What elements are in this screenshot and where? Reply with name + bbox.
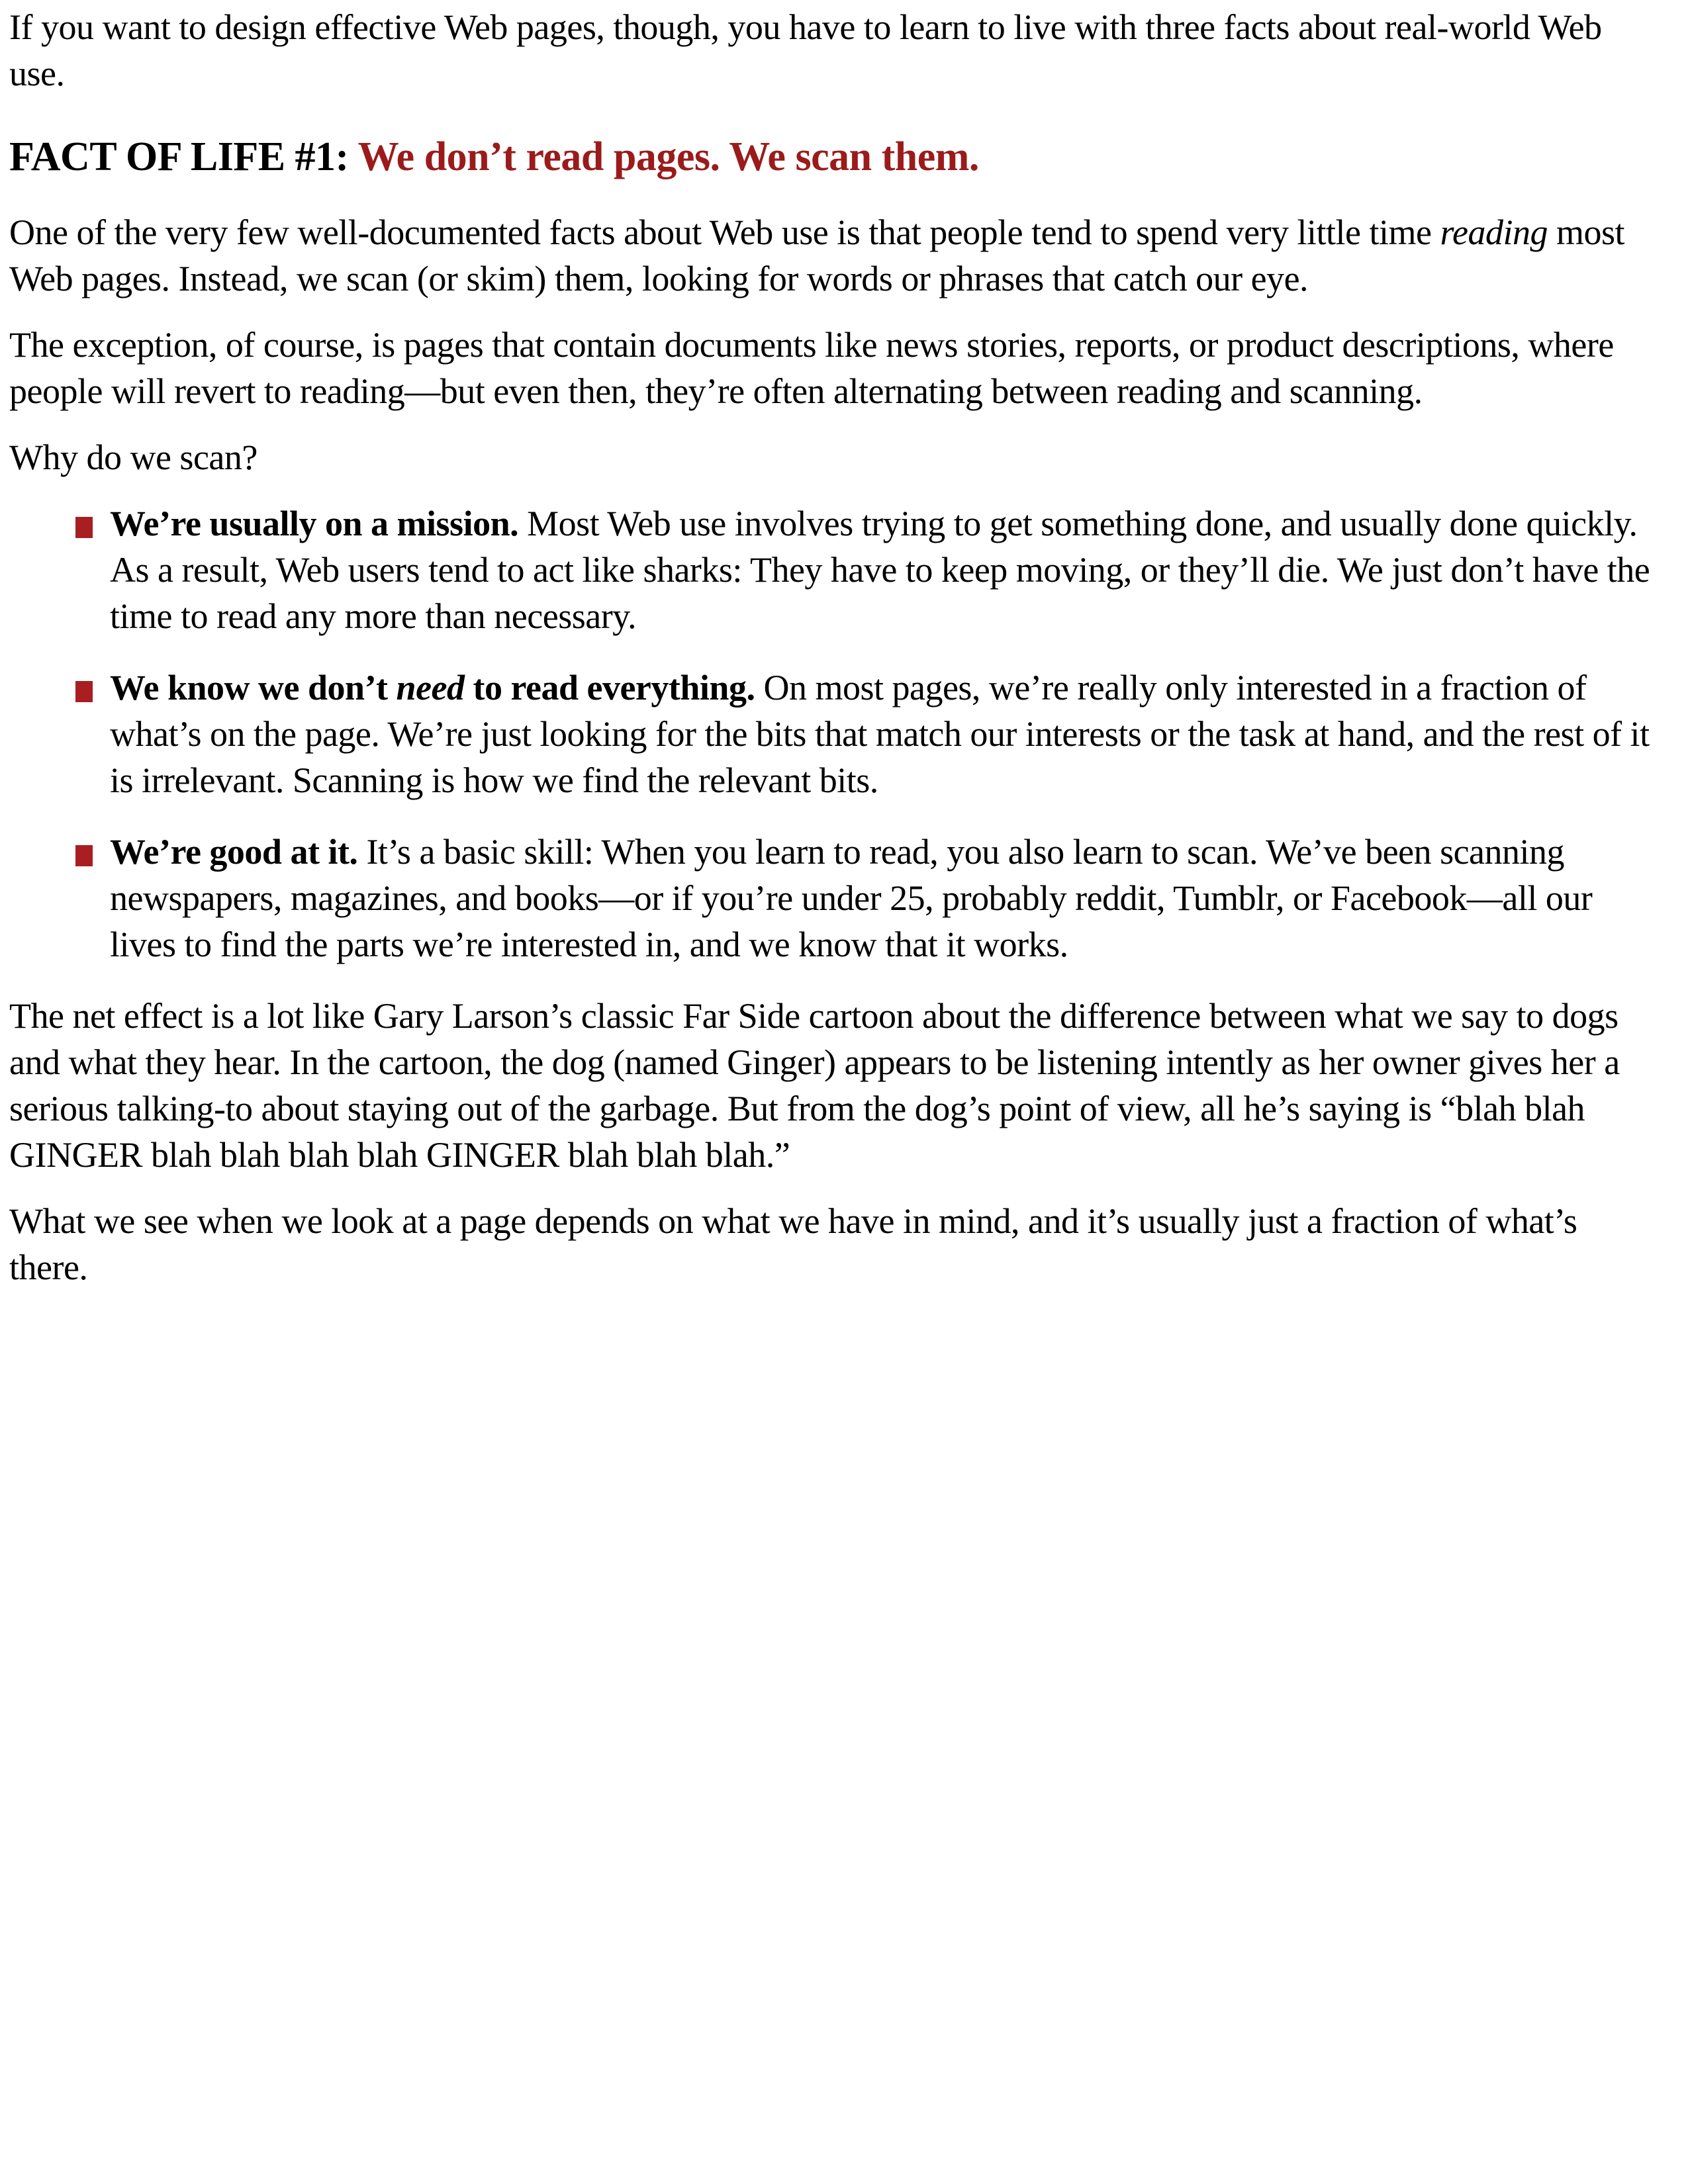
list-item-good-at-it [75, 829, 1652, 968]
paragraph-net-effect: The net effect is a lot like Gary Larson’s classic Far Side cartoon about the difference between what we say to dogs and what they hear. In the cartoon, the dog (named Ginger) appears to be listening intently as her owner gives her a serious talking-to about staying out of the garbage. But from the dog’s point of view, all he’s saying is “blah blah GINGER blah blah blah blah GINGER blah blah blah.” [9, 996, 1620, 1175]
list-item-text: We’re usually on a mission. Most Web use involves trying to get something done, and usually done quickly. As a result, Web users tend to act like sharks: They have to keep moving, or they’ll die. We just don’t have the time to read any more than necessary. [110, 504, 1650, 636]
paragraph-why-scan: Why do we scan? [9, 437, 258, 477]
fact-of-life-heading: FACT OF LIFE #1: We don’t read pages. We scan them. [9, 134, 979, 179]
list-item-need [75, 664, 1652, 803]
square-bullet-icon [75, 845, 93, 866]
paragraph-exception: The exception, of course, is pages that contain documents like news stories, reports, or product descriptions, where people will revert to reading—but even then, they’re often alternating between reading and scanning. [9, 325, 1614, 411]
list-item-mission [75, 500, 1652, 639]
why-we-scan-list [9, 500, 1652, 968]
paragraph-what-we-see: What we see when we look at a page depends on what we have in mind, and it’s usually just a fraction of what’s there. [9, 1201, 1577, 1287]
intro-paragraph: If you want to design effective Web pages, though, you have to learn to live with three facts about real-world Web use. [9, 7, 1602, 93]
square-bullet-icon [75, 517, 93, 538]
list-item-text: We’re good at it. It’s a basic skill: When you learn to read, you also learn to scan. We’ve been scanning newspapers, magazines, and books—or if you’re under 25, probably reddit, Tumblr, or Facebook—all our lives to find the parts we’re interested in, and we know that it works. [110, 832, 1593, 964]
square-bullet-icon [75, 681, 93, 702]
list-item-text: We know we don’t need to read everything. On most pages, we’re really only interested in a fraction of what’s on the page. We’re just looking for the bits that match our interests or the task at hand, and the rest of it is irrelevant. Scanning is how we find the relevant bits. [110, 668, 1650, 800]
paragraph-scan-fact: One of the very few well-documented facts about Web use is that people tend to spend very little time reading most Web pages. Instead, we scan (or skim) them, looking for words or phrases that catch our eye. [9, 212, 1625, 298]
